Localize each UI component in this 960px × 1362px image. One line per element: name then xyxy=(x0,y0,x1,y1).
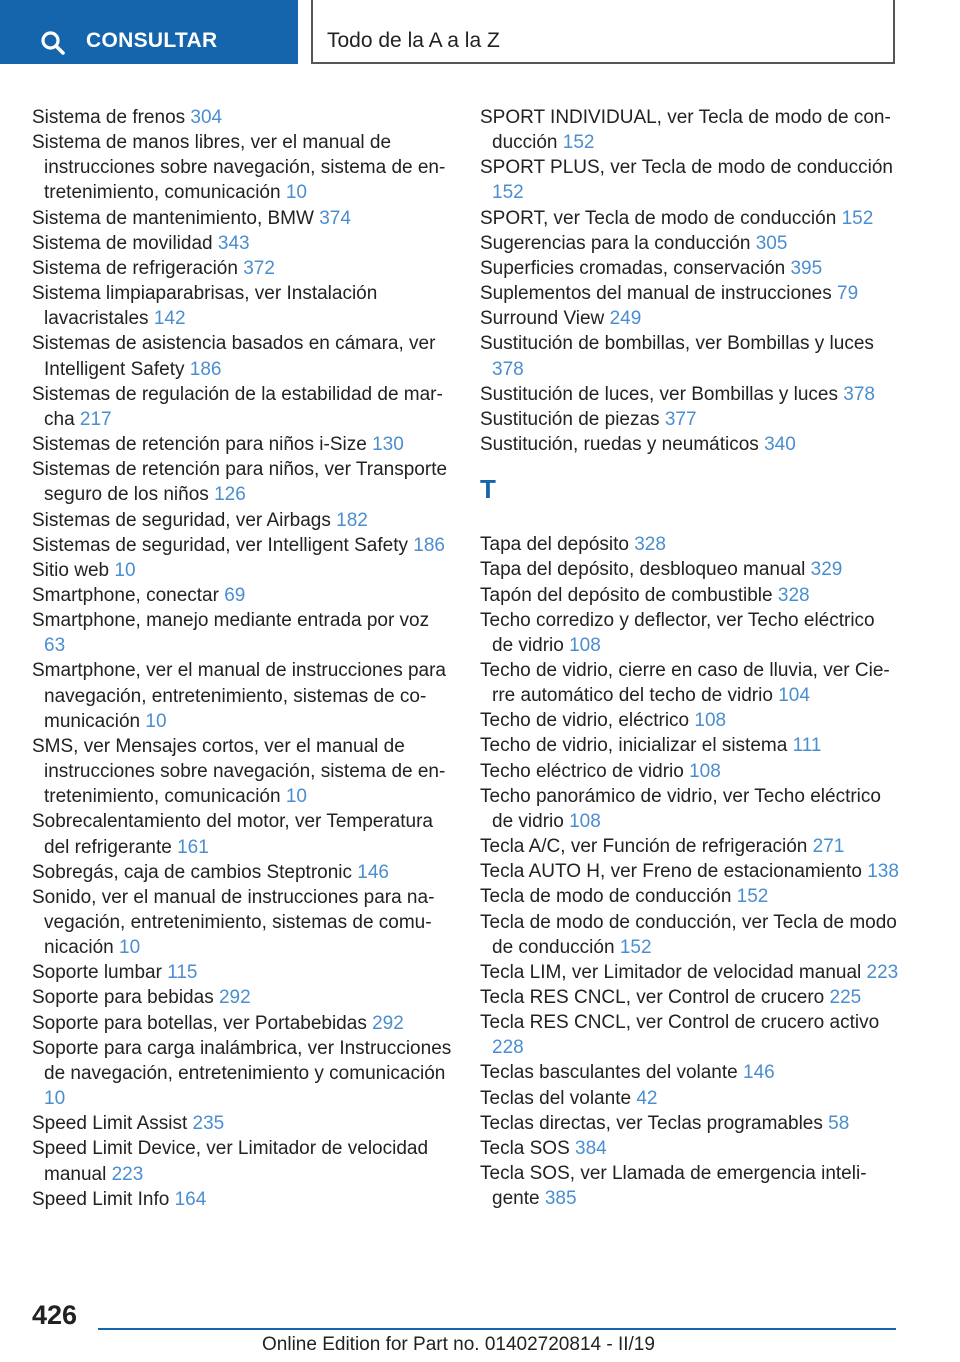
index-entry xyxy=(32,860,452,885)
search-icon xyxy=(40,30,66,56)
index-entry-text: Sistema limpiaparabrisas, ver Instalación lavacristales xyxy=(32,283,378,330)
index-entry-text: Tecla de modo de conducción, ver Tecla de modo de conducción xyxy=(480,911,897,958)
index-entry-page-link[interactable]: 186 xyxy=(413,534,445,556)
index-entry-text: Soporte para bebidas xyxy=(32,987,214,1009)
index-group-s xyxy=(480,105,900,457)
index-entry xyxy=(480,382,900,407)
index-entry xyxy=(32,608,452,658)
index-entry xyxy=(480,583,900,608)
index-entry-text: Soporte lumbar xyxy=(32,962,162,984)
index-entry-page-link[interactable]: 235 xyxy=(192,1113,225,1135)
index-entry-text: Sistemas de seguridad, ver Airbags xyxy=(32,509,331,531)
index-entry-page-link[interactable]: 130 xyxy=(372,434,404,456)
index-entry xyxy=(32,231,452,256)
a-to-z-tab[interactable] xyxy=(311,0,895,64)
index-entry xyxy=(480,1010,900,1060)
index-entry xyxy=(480,859,900,884)
index-entry-text: Soporte para botellas, ver Portabebidas xyxy=(32,1012,367,1034)
index-entry-page-link[interactable]: 108 xyxy=(569,810,601,832)
index-entry xyxy=(32,281,452,331)
index-entry xyxy=(480,331,900,381)
index-entry-page-link[interactable]: 228 xyxy=(492,1037,524,1059)
index-entry-text: Sustitución de luces, ver Bombillas y luces xyxy=(480,383,838,405)
index-entry-page-link[interactable]: 108 xyxy=(694,710,727,732)
index-entry-text: Tecla AUTO H, ver Freno de estacionamiento xyxy=(480,861,862,883)
index-entry xyxy=(32,457,452,507)
index-entry xyxy=(480,733,900,758)
index-entry xyxy=(32,256,452,281)
index-entry-text: Tecla RES CNCL, ver Control de crucero xyxy=(480,987,825,1008)
index-entry-text: Sistemas de retención para niños, ver Transporte seguro de los niños xyxy=(32,459,448,506)
index-entry xyxy=(32,558,452,583)
index-entry-page-link[interactable]: 10 xyxy=(119,937,141,959)
index-entry-page-link[interactable]: 10 xyxy=(145,710,167,732)
footer-divider xyxy=(98,1328,896,1330)
index-entry-page-link[interactable]: 304 xyxy=(190,107,223,128)
index-entry-text: Sistema de movilidad xyxy=(32,232,213,254)
index-entry xyxy=(480,1111,900,1136)
index-entry-text: Surround View xyxy=(480,308,605,330)
index-entry-page-link[interactable]: 164 xyxy=(174,1188,207,1210)
index-entry-page-link[interactable]: 42 xyxy=(636,1087,658,1109)
index-entry-text: Techo de vidrio, eléctrico xyxy=(480,710,690,732)
index-entry-page-link[interactable]: 10 xyxy=(285,182,307,204)
index-entry-page-link[interactable]: 126 xyxy=(214,484,246,506)
index-entry xyxy=(32,1187,452,1212)
consult-tab-label: CONSULTAR xyxy=(86,29,218,52)
index-entry xyxy=(480,281,900,306)
index-entry-page-link[interactable]: 377 xyxy=(664,408,697,430)
index-entry xyxy=(480,306,900,331)
index-entry-text: Sistemas de asistencia basados en cámara, ver Intelligent Safety xyxy=(32,333,436,380)
index-entry-page-link[interactable]: 79 xyxy=(837,283,859,305)
index-entry-page-link[interactable]: 225 xyxy=(829,987,862,1008)
index-entry xyxy=(480,759,900,784)
index-entry xyxy=(480,708,900,733)
index-entry-text: Techo de vidrio, cierre en caso de lluvia, ver Cierre automático del techo de vidrio xyxy=(480,659,890,707)
index-entry-text: Speed Limit Info xyxy=(32,1188,170,1210)
index-entry-text: Sistemas de retención para niños i-Size xyxy=(32,434,367,456)
index-entry-text: Sistemas de regulación de la estabilidad de marcha xyxy=(32,383,443,430)
index-entry-text: Tapa del depósito xyxy=(480,534,629,556)
index-entry-text: Techo corredizo y deflector, ver Techo eléctrico de vidrio xyxy=(480,609,875,656)
index-entry xyxy=(32,734,452,809)
index-entry xyxy=(32,331,452,381)
index-entry-page-link[interactable]: 186 xyxy=(189,358,222,380)
index-entry-page-link[interactable]: 104 xyxy=(778,685,810,707)
index-entry-text: Tecla SOS xyxy=(480,1137,570,1159)
index-entry-text: Smartphone, ver el manual de instrucciones para navegación, entretenimiento, sistemas de comunicación xyxy=(32,660,447,732)
index-entry-text: Sustitución de piezas xyxy=(480,408,660,430)
index-entry-page-link[interactable]: 328 xyxy=(777,584,810,606)
index-entry-page-link[interactable]: 63 xyxy=(44,635,66,657)
index-entry-page-link[interactable]: 385 xyxy=(544,1188,577,1210)
index-entry xyxy=(32,130,452,205)
section-letter: T xyxy=(480,474,496,505)
index-entry-page-link[interactable]: 372 xyxy=(243,257,275,279)
index-column-left xyxy=(32,105,452,1212)
index-entry-text: Sistema de frenos xyxy=(32,107,186,128)
index-entry xyxy=(32,432,452,457)
consult-tab[interactable] xyxy=(0,0,298,64)
index-entry xyxy=(480,256,900,281)
index-entry-page-link[interactable]: 340 xyxy=(764,434,796,456)
index-entry-page-link[interactable]: 152 xyxy=(736,886,769,908)
index-entry xyxy=(480,884,900,909)
index-entry-text: Soporte para carga inalámbrica, ver Instrucciones de navegación, entretenimiento y comunicación xyxy=(32,1037,452,1084)
index-entry-page-link[interactable]: 343 xyxy=(217,232,250,254)
index-entry-text: Suplementos del manual de instrucciones xyxy=(480,283,832,305)
index-entry xyxy=(480,784,900,834)
index-entry xyxy=(32,206,452,231)
index-entry-text: SPORT PLUS, ver Tecla de modo de conducción xyxy=(480,157,893,179)
index-entry-page-link[interactable]: 378 xyxy=(492,358,524,380)
index-entry-page-link[interactable]: 328 xyxy=(634,534,666,556)
index-entry-page-link[interactable]: 138 xyxy=(867,861,899,883)
index-entry-text: Sustitución de bombillas, ver Bombillas y luces xyxy=(480,333,874,355)
index-entry xyxy=(32,1011,452,1036)
index-entry xyxy=(32,885,452,960)
index-entry-page-link[interactable]: 146 xyxy=(357,861,389,883)
index-entry xyxy=(480,834,900,859)
index-entry-page-link[interactable]: 152 xyxy=(619,936,652,958)
index-entry xyxy=(32,809,452,859)
index-entry-page-link[interactable]: 378 xyxy=(843,383,875,405)
index-entry-text: Techo de vidrio, inicializar el sistema xyxy=(480,735,788,757)
index-entry-page-link[interactable]: 374 xyxy=(319,207,351,229)
index-entry-page-link[interactable]: 161 xyxy=(177,836,209,858)
index-entry-page-link[interactable]: 305 xyxy=(755,232,788,254)
index-entry-text: Sobregás, caja de cambios Steptronic xyxy=(32,861,353,883)
index-entry-text: Smartphone, conectar xyxy=(32,584,219,606)
index-entry-page-link[interactable]: 108 xyxy=(689,760,721,782)
index-entry-text: Sistema de mantenimiento, BMW xyxy=(32,207,314,229)
index-entry xyxy=(480,910,900,960)
index-entry xyxy=(480,432,900,457)
index-entry-text: SMS, ver Mensajes cortos, ver el manual de instrucciones sobre navegación, sistema de entretenimiento, comunicación xyxy=(32,735,446,808)
index-entry-text: Teclas del volante xyxy=(480,1087,632,1109)
footer-edition: Online Edition for Part no. 01402720814 - II/19 xyxy=(262,1334,655,1355)
index-entry-page-link[interactable]: 152 xyxy=(562,132,595,154)
index-entry xyxy=(480,1086,900,1111)
index-entry-text: Sistema de refrigeración xyxy=(32,257,238,279)
index-entry-page-link[interactable]: 142 xyxy=(153,308,186,330)
index-entry xyxy=(32,508,452,533)
index-entry-text: Techo eléctrico de vidrio xyxy=(480,760,684,782)
index-entry-text: Superficies cromadas, conservación xyxy=(480,257,786,279)
index-entry-page-link[interactable]: 217 xyxy=(79,408,112,430)
index-entry xyxy=(480,407,900,432)
index-entry xyxy=(480,608,900,658)
index-entry xyxy=(480,155,900,205)
index-entry-page-link[interactable]: 10 xyxy=(44,1088,66,1110)
a-to-z-tab-label: Todo de la A a la Z xyxy=(327,29,500,52)
index-entry-page-link[interactable]: 58 xyxy=(828,1112,850,1134)
index-entry xyxy=(480,1136,900,1161)
index-column-right xyxy=(480,105,900,1211)
index-entry xyxy=(480,960,900,985)
index-entry xyxy=(32,382,452,432)
index-entry xyxy=(480,532,900,557)
index-entry-text: Sistema de manos libres, ver el manual de instrucciones sobre navegación, sistema de entretenimiento, comunicación xyxy=(32,132,446,204)
index-entry-page-link[interactable]: 10 xyxy=(114,559,136,581)
index-entry xyxy=(480,1060,900,1085)
index-entry-text: Sobrecalentamiento del motor, ver Temperatura del refrigerante xyxy=(32,811,433,858)
index-entry-page-link[interactable]: 395 xyxy=(790,257,823,279)
index-entry-text: Smartphone, manejo mediante entrada por voz xyxy=(32,610,430,632)
index-entry-page-link[interactable]: 292 xyxy=(218,987,251,1009)
index-entry-text: Tecla RES CNCL, ver Control de crucero activo xyxy=(480,1012,880,1034)
index-entry xyxy=(32,1111,452,1136)
index-entry-text: Sugerencias para la conducción xyxy=(480,232,751,254)
index-entry-text: Tecla LIM, ver Limitador de velocidad manual xyxy=(480,961,862,983)
index-entry-text: Speed Limit Device, ver Limitador de velocidad manual xyxy=(32,1138,429,1185)
index-entry xyxy=(32,533,452,558)
index-entry-page-link[interactable]: 182 xyxy=(336,509,368,531)
index-entry-page-link[interactable]: 152 xyxy=(492,182,524,204)
index-entry-text: Sitio web xyxy=(32,559,110,581)
index-entry-text: Tecla SOS, ver Llamada de emergencia inteligente xyxy=(480,1163,867,1210)
index-entry xyxy=(32,1036,452,1111)
index-entry-text: Tecla de modo de conducción xyxy=(480,886,732,908)
index-entry-page-link[interactable]: 329 xyxy=(810,559,843,581)
index-entry-page-link[interactable]: 69 xyxy=(224,584,246,606)
header xyxy=(0,0,960,66)
index-entry xyxy=(480,658,900,708)
index-entry-text: Sistemas de seguridad, ver Intelligent Safety xyxy=(32,534,408,556)
index-entry xyxy=(32,960,452,985)
index-entry xyxy=(32,583,452,608)
index-entry-page-link[interactable]: 384 xyxy=(575,1137,607,1159)
index-entry-text: SPORT, ver Tecla de modo de conducción xyxy=(480,207,837,229)
index-entry xyxy=(480,206,900,231)
index-entry-page-link[interactable]: 108 xyxy=(569,634,601,656)
index-entry-text: Sonido, ver el manual de instrucciones para navegación, entretenimiento, sistemas de comunicación xyxy=(32,886,435,959)
page-number: 426 xyxy=(32,1300,78,1330)
index-entry xyxy=(480,1161,900,1211)
index-entry-text: Teclas directas, ver Teclas programables xyxy=(480,1112,823,1134)
index-entry-page-link[interactable]: 146 xyxy=(743,1062,775,1084)
index-entry-text: Speed Limit Assist xyxy=(32,1113,188,1135)
index-entry xyxy=(32,985,452,1010)
index-entry-page-link[interactable]: 111 xyxy=(792,735,822,757)
index-entry xyxy=(32,658,452,733)
index-entry-text: Tapón del depósito de combustible xyxy=(480,584,773,606)
index-entry-text: Tapa del depósito, desbloqueo manual xyxy=(480,559,806,581)
index-entry-page-link[interactable]: 152 xyxy=(841,207,874,229)
index-entry-text: SPORT INDIVIDUAL, ver Tecla de modo de conducción xyxy=(480,107,891,154)
index-entry xyxy=(480,985,900,1010)
index-entry-page-link[interactable]: 223 xyxy=(866,961,899,983)
index-entry-page-link[interactable]: 115 xyxy=(167,962,198,984)
index-entry-page-link[interactable]: 223 xyxy=(111,1163,144,1185)
index-entry xyxy=(32,1136,452,1186)
index-entry-page-link[interactable]: 292 xyxy=(372,1012,404,1034)
index-entry-page-link[interactable]: 249 xyxy=(609,308,642,330)
index-entry-page-link[interactable]: 271 xyxy=(812,836,845,858)
index-entry xyxy=(480,557,900,582)
index-entry xyxy=(480,231,900,256)
index-group-t xyxy=(480,532,900,1211)
index-entry-text: Tecla A/C, ver Función de refrigeración xyxy=(480,836,808,858)
index-entry xyxy=(480,105,900,155)
index-entry-text: Techo panorámico de vidrio, ver Techo eléctrico de vidrio xyxy=(480,785,881,832)
index-entry xyxy=(32,105,452,130)
index-entry-page-link[interactable]: 10 xyxy=(285,786,307,808)
index-entry-text: Teclas basculantes del volante xyxy=(480,1062,738,1084)
index-entry-text: Sustitución, ruedas y neumáticos xyxy=(480,434,759,456)
